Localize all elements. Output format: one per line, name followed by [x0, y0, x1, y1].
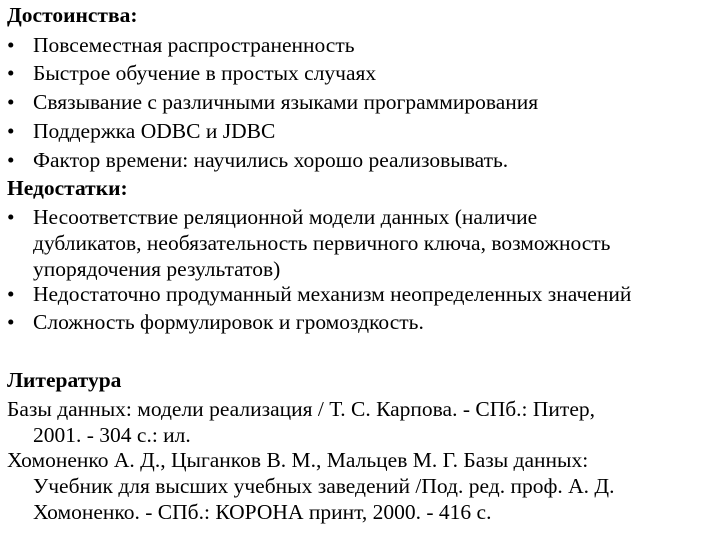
bullet-marker: •: [7, 282, 15, 306]
disadvantage-text-line: Недостаточно продуманный механизм неопределенных значений: [33, 282, 632, 306]
advantage-item: [7, 118, 275, 144]
disadvantage-text-line: Сложность формулировок и громоздкость.: [33, 310, 424, 334]
advantages-heading: Достоинства:: [7, 3, 138, 27]
advantage-text: Поддержка ODBC и JDBC: [33, 119, 276, 143]
advantage-item: [7, 60, 376, 86]
reference-line: Хомоненко. - СПб.: КОРОНА принт, 2000. - 416 с.: [33, 500, 492, 524]
disadvantage-text-line: Несоответствие реляционной модели данных (наличие: [33, 205, 538, 229]
advantage-text: Быстрое обучение в простых случаях: [33, 61, 377, 85]
disadvantage-text-line: упорядочения результатов): [33, 257, 281, 281]
disadvantage-item: [7, 281, 631, 307]
advantage-item: [7, 89, 538, 115]
bullet-marker: •: [7, 33, 15, 57]
advantage-text: Фактор времени: научились хорошо реализовывать.: [33, 148, 509, 172]
bullet-marker: •: [7, 148, 15, 172]
advantage-item: [7, 147, 508, 173]
bullet-marker: •: [7, 90, 15, 114]
bullet-marker: •: [7, 205, 15, 229]
advantage-item: [7, 32, 355, 58]
disadvantages-heading: Недостатки:: [7, 176, 128, 200]
reference-line: Учебник для высших учебных заведений /Под. ред. проф. А. Д.: [33, 474, 615, 498]
bullet-marker: •: [7, 61, 15, 85]
reference-line: 2001. - 304 с.: ил.: [33, 423, 191, 447]
bullet-marker: •: [7, 310, 15, 334]
literature-reference: [7, 396, 595, 448]
disadvantage-item: [7, 309, 424, 335]
reference-line: Базы данных: модели реализация / Т. С. Карпова. - СПб.: Питер,: [7, 397, 595, 421]
reference-line: Хомоненко А. Д., Цыганков В. М., Мальцев М. Г. Базы данных:: [7, 448, 589, 472]
disadvantage-text-line: дубликатов, необязательность первичного ключа, возможность: [33, 231, 611, 255]
literature-heading: Литература: [7, 368, 122, 392]
disadvantage-item: [7, 204, 610, 282]
advantage-text: Повсеместная распространенность: [33, 33, 355, 57]
literature-reference: [7, 447, 614, 525]
bullet-marker: •: [7, 119, 15, 143]
advantage-text: Связывание с различными языками программирования: [33, 90, 539, 114]
